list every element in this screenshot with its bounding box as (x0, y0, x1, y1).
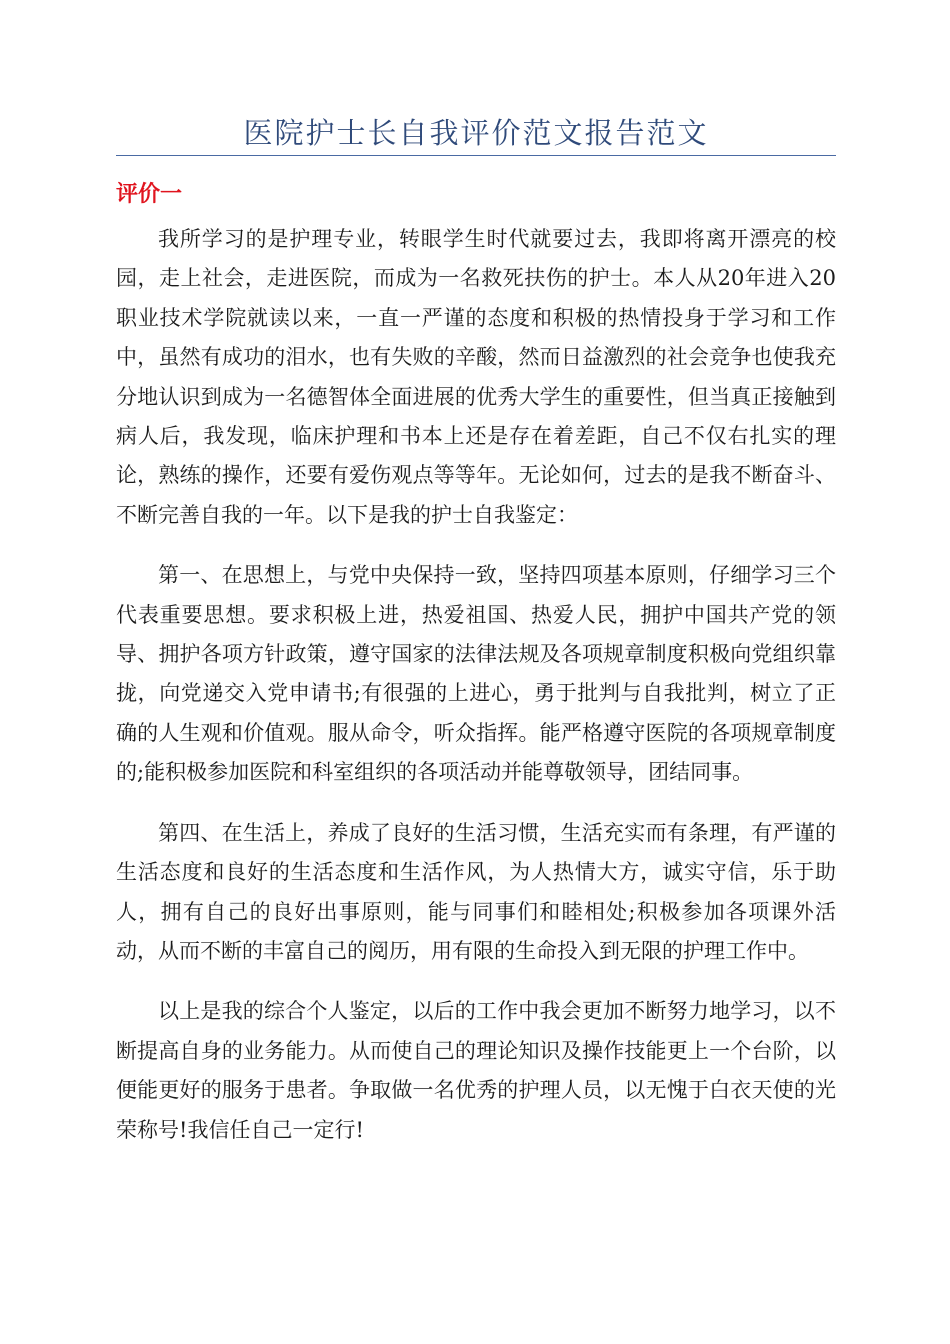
title-underline (116, 155, 836, 156)
paragraph-3: 第四、在生活上，养成了良好的生活习惯，生活充实而有条理，有严谨的生活态度和良好的生活态度和生活作风，为人热情大方，诚实守信，乐于助人，拥有自己的良好出事原则，能与同事们和睦相处;积极参加各项课外活动，从而不断的丰富自己的阅历，用有限的生命投入到无限的护理工作中。 (116, 820, 836, 963)
document-title: 医院护士长自我评价范文报告范文 (243, 116, 709, 150)
paragraph-2: 第一、在思想上，与党中央保持一致，坚持四项基本原则，仔细学习三个代表重要思想。要求积极上进，热爱祖国、热爱人民，拥护中国共产党的领导、拥护各项方针政策，遵守国家的法律法规及各项规章制度积极向党组织靠拢，向党递交入党申请书;有很强的上进心，勇于批判与自我批判，树立了正确的人生观和价值观。服从命令，听众指挥。能严格遵守医院的各项规章制度的;能积极参加医院和科室组织的各项活动并能尊敬领导，团结同事。 (116, 563, 836, 785)
section-heading: 评价一 (116, 182, 183, 207)
document-body (116, 220, 836, 1171)
paragraph-4: 以上是我的综合个人鉴定，以后的工作中我会更加不断努力地学习，以不断提高自身的业务能力。从而使自己的理论知识及操作技能更上一个台阶，以便能更好的服务于患者。争取做一名优秀的护理人员，以无愧于白衣天使的光荣称号!我信任自己一定行! (116, 999, 836, 1142)
paragraph-1: 我所学习的是护理专业，转眼学生时代就要过去，我即将离开漂亮的校园，走上社会，走进医院，而成为一名救死扶伤的护士。本人从20年进入20职业技术学院就读以来，一直一严谨的态度和积极的热情投身于学习和工作中，虽然有成功的泪水，也有失败的辛酸，然而日益激烈的社会竞争也使我充分地认识到成为一名德智体全面进展的优秀大学生的重要性，但当真正接触到病人后，我发现，临床护理和书本上还是存在着差距，自己不仅右扎实的理论，熟练的操作，还要有爱伤观点等等年。无论如何，过去的是我不断奋斗、不断完善自我的一年。以下是我的护士自我鉴定： (116, 227, 836, 527)
